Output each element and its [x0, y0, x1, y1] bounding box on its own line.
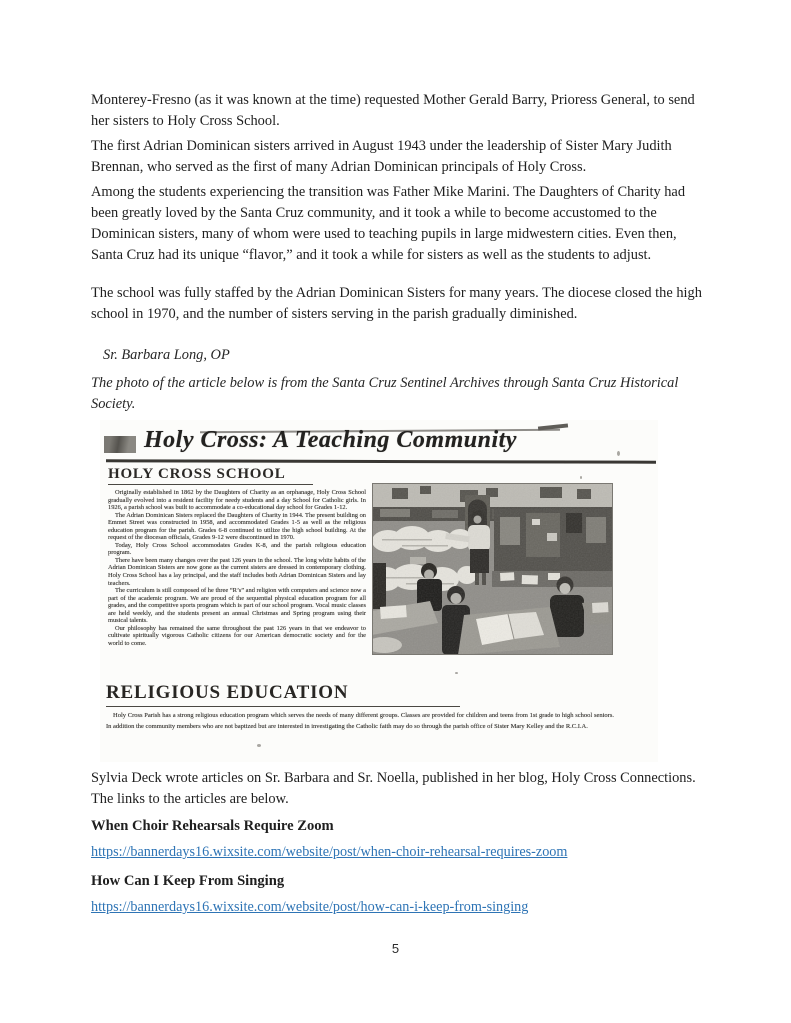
newspaper-clipping [100, 420, 658, 762]
clipping-paragraph: The curriculum is still composed of he three “R’s” and religion with computers and science now a part of the academic program. We are proud of the sequential physical education program for all grades, and the competitive sports program which is part of our school program. Vocal music classes are held weekly, and the students present an annual Christmas and Spring program using their musical talents. [108, 587, 366, 625]
clipping-religious-paragraph [106, 710, 614, 732]
article-link-choir-zoom[interactable]: https://bannerdays16.wixsite.com/website/post/when-choir-rehearsal-requires-zoom [91, 844, 568, 860]
paragraph-first-sisters: The first Adrian Dominican sisters arrived in August 1943 under the leadership of Sister Mary Judith Brennan, who served as the first of many Adrian Dominican principals of Holy Cross. [91, 138, 672, 175]
clipping-paragraph: The Adrian Dominican Sisters replaced the Daughters of Charity in 1944. The present building on Emmet Street was constructed in 1958, and accommodated Grades 1-5 as well as the religious education program for the parish. Grades 6-8 continued to utilize the high school building. At the request of the diocesan officials, Grades 9-12 were discontinued in 1970. [108, 511, 366, 542]
page-number: 5 [391, 941, 400, 956]
article-title-keep-singing: How Can I Keep From Singing [91, 873, 285, 889]
paragraph-sylvia-deck: Sylvia Deck wrote articles on Sr. Barbara and Sr. Noella, published in her blog, Holy Cross Connections. The links to the articles are below. [91, 770, 696, 807]
author-signature: Sr. Barbara Long, OP [103, 347, 230, 363]
paragraph-transition: Among the students experiencing the transition was Father Mike Marini. The Daughters of Charity had been greatly loved by the Santa Cruz community, and it took a while to become accustomed to the Dominican sisters, many of whom were used to teaching pupils in large midwestern cities. Even then, Santa Cruz had its unique “flavor,” and it took a while for sisters as well as the students to adjust. [91, 184, 686, 263]
clipping-religious-text: Holy Cross Parish has a strong religious education program which serves the needs of many different groups. Classes are provided for children and teens from 1st grade to high school seniors. In addition the community members who are not baptized but are interested in investigating the Catholic faith may do so through the parish office of Sister Mary Kelley and the R.C.I.A. [106, 712, 614, 730]
headline-underline [106, 459, 656, 463]
scan-speck [257, 744, 261, 747]
clipping-headline: Holy Cross: A Teaching Community [144, 427, 517, 453]
scan-speck [455, 672, 458, 674]
scan-speck [580, 476, 582, 479]
clipping-paragraph: Today, Holy Cross School accommodates Grades K-8, and the parish religious education program. [108, 541, 366, 557]
clipping-paragraph: Our philosophy has remained the same throughout the past 126 years in that we endeavor to cultivate spiritually vigorous Catholic citizens for our American democratic society and for the world to come. [108, 624, 366, 647]
paragraph-monterey-fresno: Monterey-Fresno (as it was known at the time) requested Mother Gerald Barry, Prioress General, to send her sisters to Holy Cross School. [91, 92, 695, 129]
paragraph-fully-staffed: The school was fully staffed by the Adrian Dominican Sisters for many years. The diocese closed the high school in 1970, and the number of sisters serving in the parish gradually diminished. [91, 285, 702, 322]
clipping-section-heading-religious: RELIGIOUS EDUCATION [106, 682, 460, 707]
scan-speck [617, 451, 620, 456]
clipping-section-heading-school: HOLY CROSS SCHOOL [108, 466, 313, 485]
article-title-choir-zoom: When Choir Rehearsals Require Zoom [91, 818, 334, 834]
classroom-photo [372, 483, 613, 655]
clipping-paragraph: There have been many changes over the past 126 years in the school. The long white habits of the Adrian Dominican Sisters are now gone as the current sisters are dressed in contemporary clothing. Holy Cross School has a lay principal, and the staff includes both Adrian Dominican Sisters and lay teachers. [108, 556, 366, 587]
article-link-keep-singing[interactable]: https://bannerdays16.wixsite.com/website/post/how-can-i-keep-from-singing [91, 899, 529, 915]
scan-smudge-square [104, 436, 136, 453]
clipping-paragraph: Originally established in 1862 by the Daughters of Charity as an orphanage, Holy Cross School gradually evolved into a resident facility for needy students and a day School for Catholic girls. In 1926, a parish school was built to accommodate a co-educational day school for Grades 1-12. [108, 489, 366, 512]
photo-credit-note: The photo of the article below is from the Santa Cruz Sentinel Archives through Santa Cruz Historical Society. [91, 375, 679, 412]
clipping-body-column [108, 489, 366, 647]
